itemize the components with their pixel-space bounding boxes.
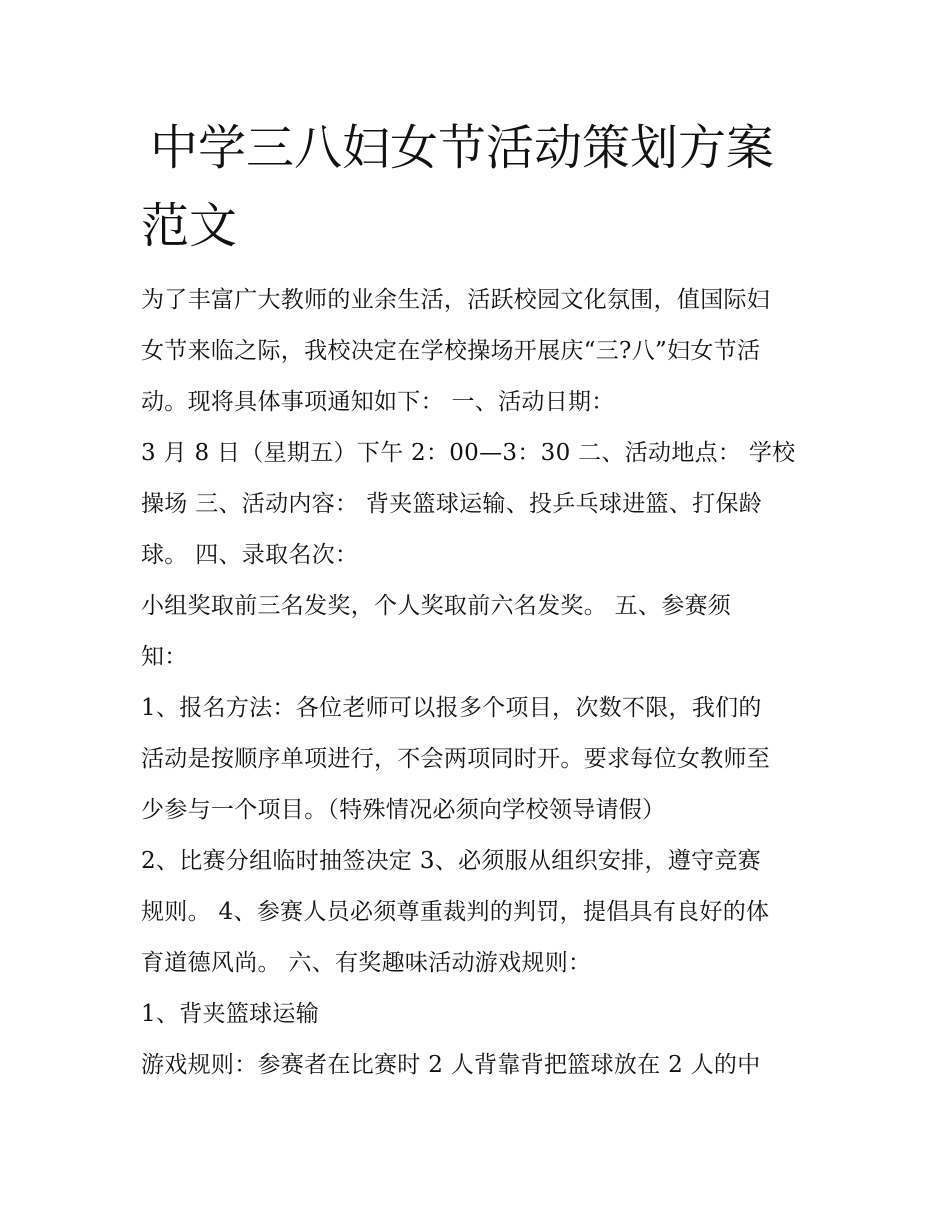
document-title-line-2: 范文	[141, 198, 238, 254]
body-line-4: 3 月 8 日（星期五）下午 2：00—3：30 二、活动地点： 学校	[141, 440, 796, 466]
body-line-10: 活动是按顺序单项进行，不会两项同时开。要求每位女教师至	[141, 746, 771, 772]
body-line-1: 为了丰富广大教师的业余生活，活跃校园文化氛围，值国际妇	[141, 287, 771, 313]
body-line-2: 女节来临之际，我校决定在学校操场开展庆“三?八”妇女节活	[141, 338, 761, 364]
body-line-5: 操场 三、活动内容： 背夹篮球运输、投乒乓球进篮、打保龄	[141, 491, 763, 517]
body-line-11: 少参与一个项目。（特殊情况必须向学校领导请假）	[141, 797, 666, 823]
body-line-9: 1、报名方法：各位老师可以报多个项目，次数不限，我们的	[141, 695, 762, 721]
body-line-7: 小组奖取前三名发奖，个人奖取前六名发奖。 五、参赛须	[141, 593, 732, 619]
body-line-8: 知：	[141, 644, 188, 670]
body-line-15: 1、背夹篮球运输	[141, 1001, 320, 1027]
body-line-6: 球。 四、录取名次：	[141, 542, 359, 568]
body-line-3: 动。现将具体事项通知如下： 一、活动日期：	[141, 389, 615, 415]
body-line-16: 游戏规则：参赛者在比赛时 2 人背靠背把篮球放在 2 人的中	[141, 1052, 761, 1078]
body-line-13: 规则。 4、参赛人员必须尊重裁判的判罚，提倡具有良好的体	[141, 899, 770, 925]
document-title-line-1: 中学三八妇女节活动策划方案	[150, 120, 775, 176]
body-line-14: 育道德风尚。 六、有奖趣味活动游戏规则：	[141, 950, 592, 976]
body-line-12: 2、比赛分组临时抽签决定 3、必须服从组织安排，遵守竞赛	[141, 848, 761, 874]
